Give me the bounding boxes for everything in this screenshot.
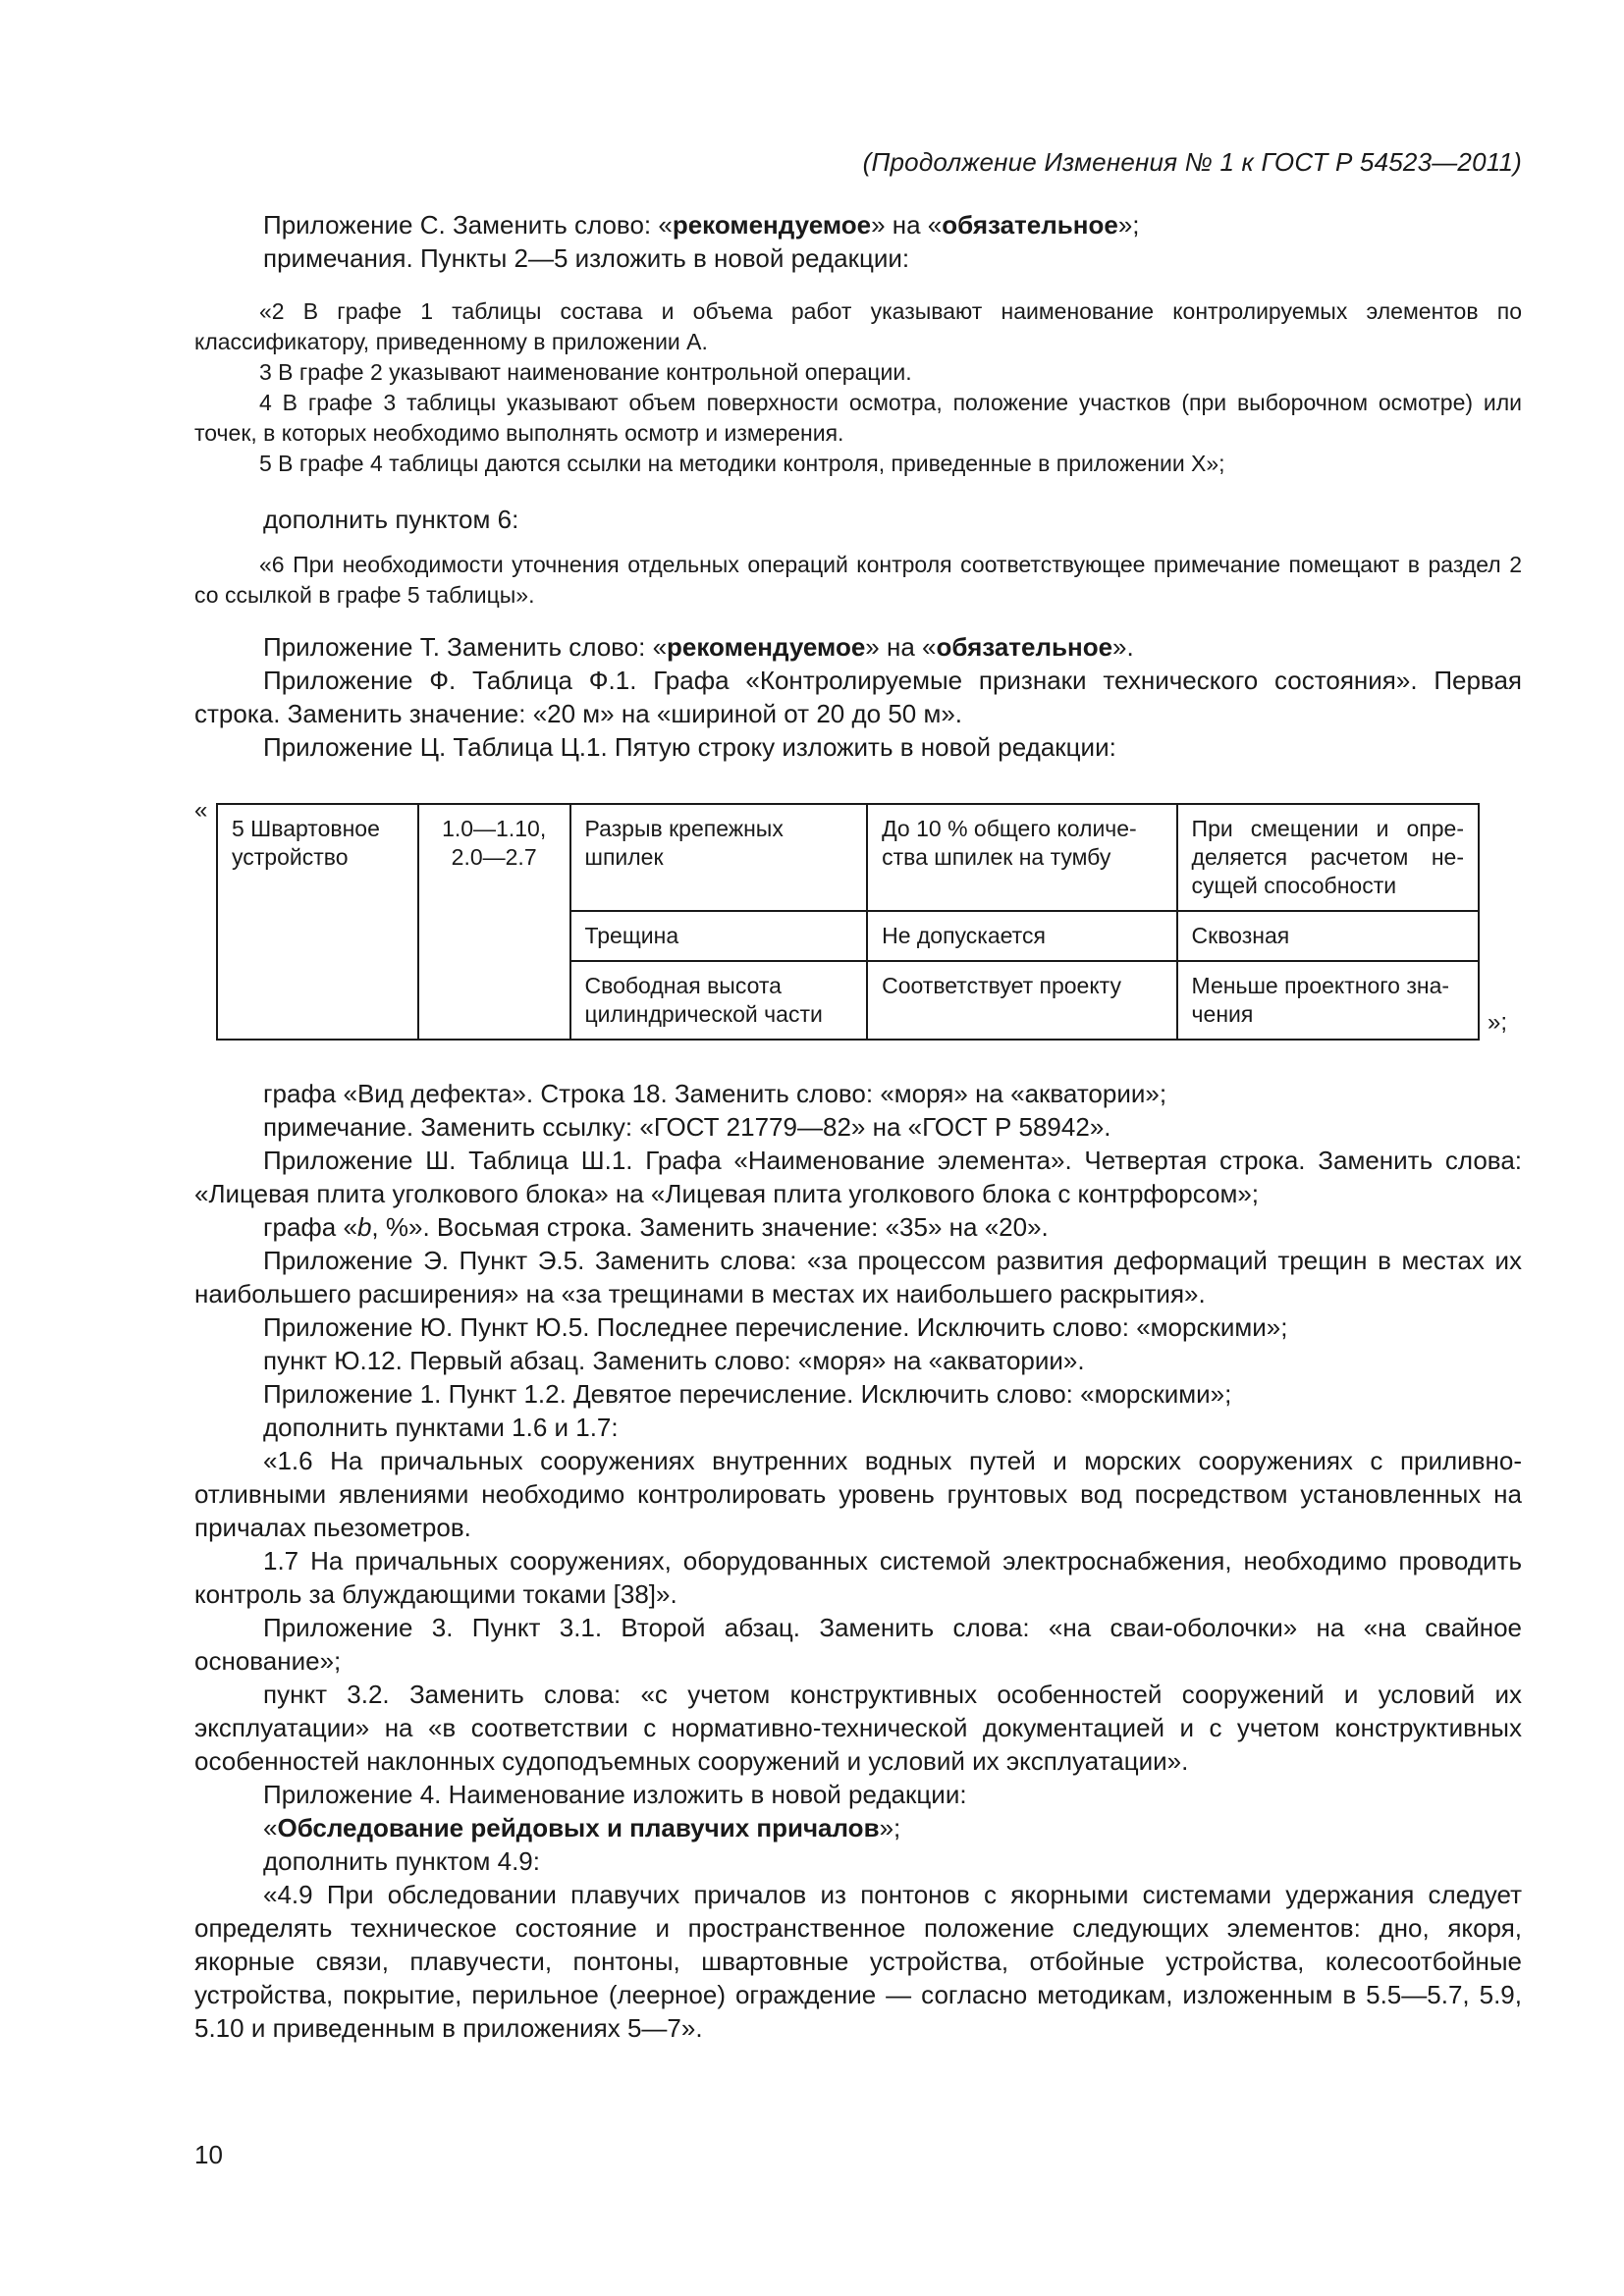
cell-defect: Свободная высота цилиндрической части	[570, 961, 868, 1040]
table-row	[217, 804, 1479, 911]
table-close-quote: »;	[1488, 1009, 1508, 1036]
note-item: «2 В графе 1 таблицы состава и объема работ указывают наименование контролируемых элементов по классификатору, приведенному в приложении А.	[194, 298, 1522, 354]
lower-paragraphs	[194, 1077, 1522, 2045]
paragraph: 1.7 На причальных сооружениях, оборудованных системой электроснабжения, необходимо проводить контроль за блуждающими токами [38]».	[194, 1546, 1522, 1609]
notes-block	[194, 296, 1522, 479]
paragraph-appendix-ts: Приложение Ц. Таблица Ц.1. Пятую строку изложить в новой редакции:	[263, 732, 1116, 762]
paragraph: «1.6 На причальных сооружениях внутренних водных путей и морских сооружениях с приливно-отливными явлениями необходимо контролировать уровень грунтовых вод посредством установленных на причалах пьезометров.	[194, 1446, 1522, 1542]
paragraph-bold-title: «Обследование рейдовых и плавучих причалов»;	[263, 1813, 901, 1842]
note-6-block	[194, 550, 1522, 611]
top-paragraphs	[194, 208, 1522, 275]
paragraph: Приложение 4. Наименование изложить в новой редакции:	[263, 1780, 967, 1809]
cell-criterion: Не допускается	[867, 911, 1176, 961]
paragraph: дополнить пунктом 4.9:	[263, 1846, 540, 1876]
paragraph: примечание. Заменить ссылку: «ГОСТ 21779—82» на «ГОСТ Р 58942».	[263, 1112, 1111, 1142]
paragraph-appendix-s: Приложение С. Заменить слово: «рекомендуемое» на «обязательное»;	[263, 210, 1140, 240]
note-item: 5 В графе 4 таблицы даются ссылки на методики контроля, приведенные в приложении Х»;	[259, 451, 1225, 476]
paragraph-appendix-f: Приложение Ф. Таблица Ф.1. Графа «Контролируемые признаки технического состояния». Первая строка. Заменить значение: «20 м» на «шириной от 20 до 50 м».	[194, 666, 1522, 728]
add-6-block	[194, 503, 1522, 536]
note-item: 4 В графе 3 таблицы указывают объем поверхности осмотра, положение участков (при выборочном осмотре) или точек, в которых необходимо выполнять осмотр и измерения.	[194, 390, 1522, 446]
cell-element: 5 Швартовное устройство	[217, 804, 418, 1040]
paragraph: Приложение Э. Пункт Э.5. Заменить слова: «за процессом развития деформаций трещин в местах их наибольшего расширения» на «за трещинами в местах их наибольшего раскрытия».	[194, 1246, 1522, 1308]
cell-criterion: До 10 % общего количе-ства шпилек на тумбу	[867, 804, 1176, 911]
cell-assessment: При смещении и опре-деляется расчетом не-сущей способности	[1177, 804, 1479, 911]
paragraph-notes-intro: примечания. Пункты 2—5 изложить в новой редакции:	[263, 243, 910, 273]
paragraph: Приложение 3. Пункт 3.1. Второй абзац. Заменить слова: «на сваи-оболочки» на «на свайное основание»;	[194, 1613, 1522, 1676]
paragraph: «4.9 При обследовании плавучих причалов из понтонов с якорными системами удержания следует определять техническое состояние и пространственное положение следующих элементов: дно, якоря, якорные связи, плавучести, понтоны, швартовные устройства, отбойные устройства, колесоотбойные устройства, покрытие, перильное (леерное) ограждение — согласно методикам, изложенным в 5.5—5.7, 5.9, 5.10 и приведенным в приложениях 5—7».	[194, 1880, 1522, 2043]
cell-assessment: Меньше проектного зна-чения	[1177, 961, 1479, 1040]
middle-paragraphs	[194, 630, 1522, 764]
paragraph: Приложение 1. Пункт 1.2. Девятое перечисление. Исключить слово: «морскими»;	[263, 1379, 1232, 1409]
paragraph-add-6: дополнить пунктом 6:	[263, 505, 519, 534]
cell-code: 1.0—1.10, 2.0—2.7	[418, 804, 570, 1040]
paragraph: графа «Вид дефекта». Строка 18. Заменить слово: «моря» на «акватории»;	[263, 1079, 1167, 1108]
note-6: «6 При необходимости уточнения отдельных операций контроля соответствующее примечание помещают в раздел 2 со ссылкой в графе 5 таблицы».	[194, 552, 1522, 608]
paragraph-appendix-t: Приложение Т. Заменить слово: «рекомендуемое» на «обязательное».	[263, 632, 1134, 662]
cell-defect: Разрыв крепежных шпилек	[570, 804, 868, 911]
cell-defect: Трещина	[570, 911, 868, 961]
cell-criterion: Соответствует проекту	[867, 961, 1176, 1040]
note-item: 3 В графе 2 указывают наименование контрольной операции.	[259, 359, 912, 385]
page-header: (Продолжение Изменения № 1 к ГОСТ Р 54523—2011)	[862, 147, 1522, 177]
cell-assessment: Сквозная	[1177, 911, 1479, 961]
table-open-quote: «	[194, 797, 208, 824]
paragraph: Приложение Ш. Таблица Ш.1. Графа «Наименование элемента». Четвертая строка. Заменить слова: «Лицевая плита уголкового блока» на «Лицевая плита уголкового блока с контрфорсом»;	[194, 1146, 1522, 1208]
paragraph: Приложение Ю. Пункт Ю.5. Последнее перечисление. Исключить слово: «морскими»;	[263, 1312, 1288, 1342]
paragraph: пункт 3.2. Заменить слова: «с учетом конструктивных особенностей сооружений и условий их эксплуатации» на «в соответствии с нормативно-технической документацией и с учетом конструктивных особенностей наклонных судоподъемных сооружений и условий их эксплуатации».	[194, 1680, 1522, 1776]
paragraph: пункт Ю.12. Первый абзац. Заменить слово: «моря» на «акватории».	[263, 1346, 1085, 1375]
paragraph: графа «b, %». Восьмая строка. Заменить значение: «35» на «20».	[263, 1212, 1049, 1242]
replacement-table	[216, 803, 1480, 1041]
page-number: 10	[194, 2140, 223, 2169]
paragraph: дополнить пунктами 1.6 и 1.7:	[263, 1413, 619, 1442]
